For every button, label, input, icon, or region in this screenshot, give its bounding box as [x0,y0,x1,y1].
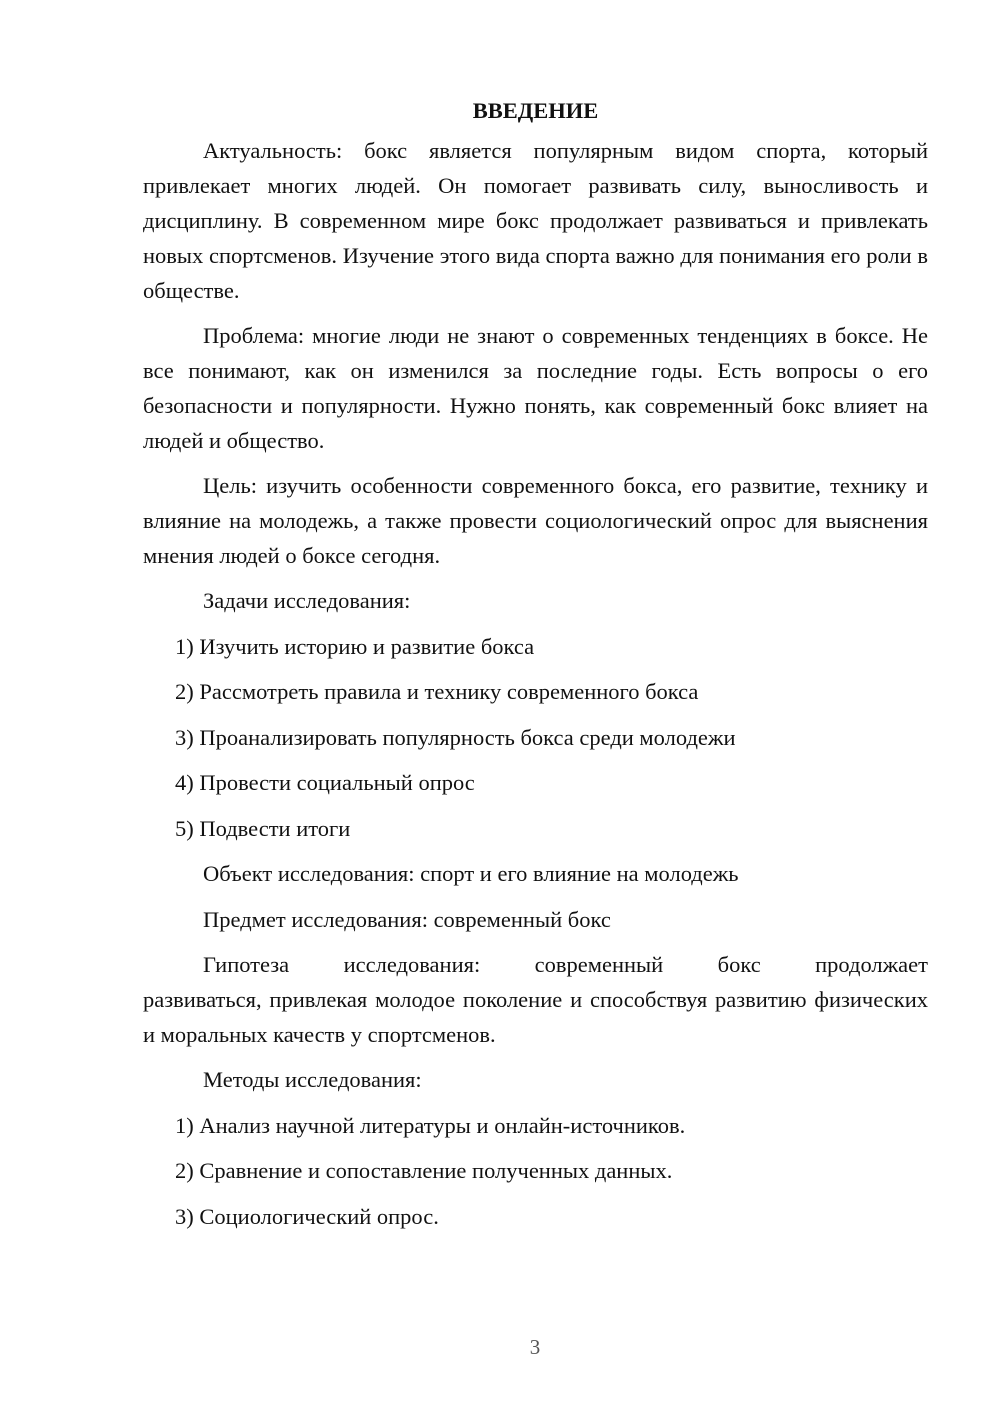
task-item: 1) Изучить историю и развитие бокса [175,633,535,659]
hypothesis-word: Гипотеза [203,952,290,977]
task-item: 4) Провести социальный опрос [175,770,475,795]
task-item: 3) Проанализировать популярность бокса среди молодежи [175,724,736,750]
object-paragraph: Объект исследования: спорт и его влияние на молодежь [203,861,739,886]
hypothesis-word: исследования: [343,952,481,977]
tasks-title: Задачи исследования: [203,588,411,613]
page-content [143,93,928,1244]
relevance-paragraph: Актуальность: бокс является популярным видом спорта, который привлекает многих людей. Он помогает развивать силу, выносливость и дисциплину. В современном мире бокс продолжает развиваться и привлекать новых спортсменов. Изучение этого вида спорта важно для понимания его роли в обществе. [143,138,928,303]
task-item: 5) Подвести итоги [175,815,351,841]
section-heading: ВВЕДЕНИЕ [472,98,599,123]
hypothesis-word: бокс [717,952,761,977]
task-item: 2) Рассмотреть правила и технику современного бокса [175,679,699,704]
method-item: 3) Социологический опрос. [175,1203,439,1229]
hypothesis-word: продолжает [815,952,928,977]
subject-paragraph: Предмет исследования: современный бокс [203,906,611,932]
goal-paragraph: Цель: изучить особенности современного бокса, его развитие, технику и влияние на молодежь, а также провести социологический опрос для выяснения мнения людей о боксе сегодня. [143,473,928,568]
hypothesis-first-line [143,947,928,982]
hypothesis-continuation: развиваться, привлекая молодое поколение и способствуя развитию физических и моральных качеств у спортсменов. [143,987,928,1047]
problem-paragraph: Проблема: многие люди не знают о современных тенденциях в боксе. Не все понимают, как он изменился за последние годы. Есть вопросы о его безопасности и популярности. Нужно понять, как современный бокс влияет на людей и общество. [143,323,928,453]
method-item: 2) Сравнение и сопоставление полученных данных. [175,1158,673,1183]
hypothesis-word: современный [534,952,664,977]
page-number: 3 [529,1335,541,1359]
methods-title: Методы исследования: [203,1067,422,1092]
method-item: 1) Анализ научной литературы и онлайн-источников. [175,1112,686,1138]
hypothesis-paragraph [143,947,928,1052]
